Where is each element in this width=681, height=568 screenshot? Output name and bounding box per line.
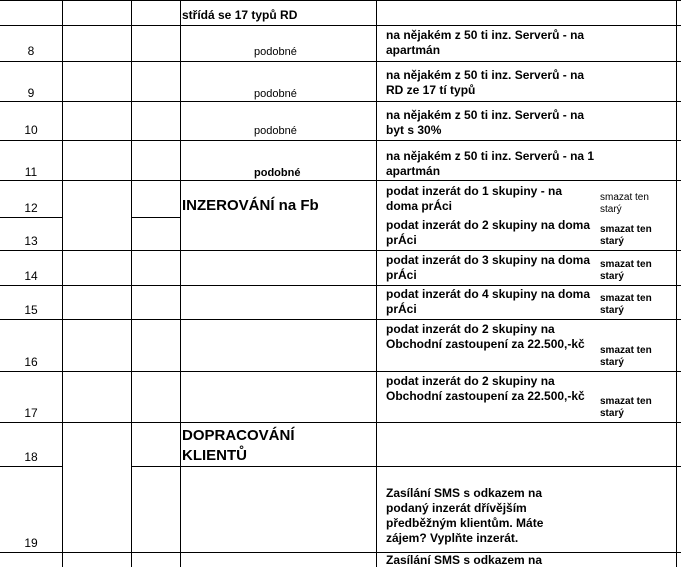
cell-d[interactable]: na nějakém z 50 ti inz. Serverů - na RD ze 17 tí typů <box>386 68 585 97</box>
cell-b[interactable]: podobné <box>254 125 297 137</box>
grid-line <box>180 0 181 567</box>
grid-line <box>0 217 62 218</box>
cell-c-top[interactable]: střídá se 17 typů RD <box>182 8 298 22</box>
cell-e[interactable]: smazat ten starý <box>600 345 652 368</box>
cell-d[interactable]: Zasílání SMS s odkazem na <box>386 553 543 567</box>
cell-d[interactable]: na nějakém z 50 ti inz. Serverů - na byt s 30% <box>386 108 585 137</box>
grid-line <box>0 552 681 553</box>
grid-line <box>0 466 62 467</box>
cell-d[interactable]: podat inzerát do 1 skupiny - na doma prÁci <box>386 184 563 213</box>
cell-e[interactable]: smazat ten starý <box>600 293 652 316</box>
cell-d[interactable]: podat inzerát do 3 skupiny na doma prÁci <box>386 253 591 282</box>
grid-line <box>0 101 681 102</box>
row-number[interactable]: 13 <box>24 234 38 248</box>
cell-d[interactable]: podat inzerát do 2 skupiny na Obchodní zastoupení za 22.500,-kč <box>386 322 585 351</box>
row-number[interactable]: 15 <box>24 303 38 317</box>
cell-e[interactable]: smazat ten starý <box>600 259 652 282</box>
cell-d[interactable]: podat inzerát do 2 skupiny na doma prÁci <box>386 218 591 247</box>
grid-line <box>0 319 681 320</box>
grid-line <box>0 140 681 141</box>
grid-line <box>0 61 681 62</box>
cell-d[interactable]: podat inzerát do 4 skupiny na doma prÁci <box>386 287 591 316</box>
row-number[interactable]: 16 <box>24 355 38 369</box>
cell-b[interactable]: podobné <box>254 167 301 179</box>
grid-line <box>0 285 681 286</box>
grid-line <box>0 25 681 26</box>
grid-line <box>676 0 677 567</box>
cell-d[interactable]: na nějakém z 50 ti inz. Serverů - na 1 apartmán <box>386 149 595 178</box>
row-number[interactable]: 17 <box>24 406 38 420</box>
row-number[interactable]: 19 <box>24 536 38 550</box>
cell-e[interactable]: smazat ten starý <box>600 224 652 247</box>
cell-b[interactable]: podobné <box>254 88 297 100</box>
row-number[interactable]: 14 <box>24 269 38 283</box>
grid-line <box>0 180 681 181</box>
grid-line <box>0 371 681 372</box>
grid-line <box>131 466 681 467</box>
grid-line <box>376 0 377 567</box>
cell-d[interactable]: na nějakém z 50 ti inz. Serverů - na apartmán <box>386 28 585 57</box>
cell-d[interactable]: Zasílání SMS s odkazem na podaný inzerát dřívějším předběžným klientům. Máte zájem? Vyplňte inzerát. <box>386 486 544 545</box>
grid-line <box>0 422 681 423</box>
cell-e[interactable]: smazat ten starý <box>600 396 652 419</box>
grid-line <box>131 217 181 218</box>
row-number[interactable]: 9 <box>27 86 35 100</box>
row-number[interactable]: 10 <box>24 123 38 137</box>
row-number[interactable]: 12 <box>24 201 38 215</box>
grid-line <box>0 0 681 1</box>
row-number[interactable]: 18 <box>24 450 38 464</box>
grid-line <box>131 0 132 567</box>
row-number[interactable]: 8 <box>27 44 35 58</box>
cell-e[interactable]: smazat ten starý <box>600 192 649 215</box>
row-number[interactable]: 11 <box>24 165 38 179</box>
cell-c-section[interactable]: DOPRACOVÁNÍ KLIENTŮ <box>182 427 295 464</box>
cell-c-section[interactable]: INZEROVÁNÍ na Fb <box>182 197 319 214</box>
grid-line <box>0 250 681 251</box>
cell-b[interactable]: podobné <box>254 46 297 58</box>
cell-d[interactable]: podat inzerát do 2 skupiny na Obchodní zastoupení za 22.500,-kč <box>386 374 585 403</box>
grid-line <box>62 0 63 567</box>
